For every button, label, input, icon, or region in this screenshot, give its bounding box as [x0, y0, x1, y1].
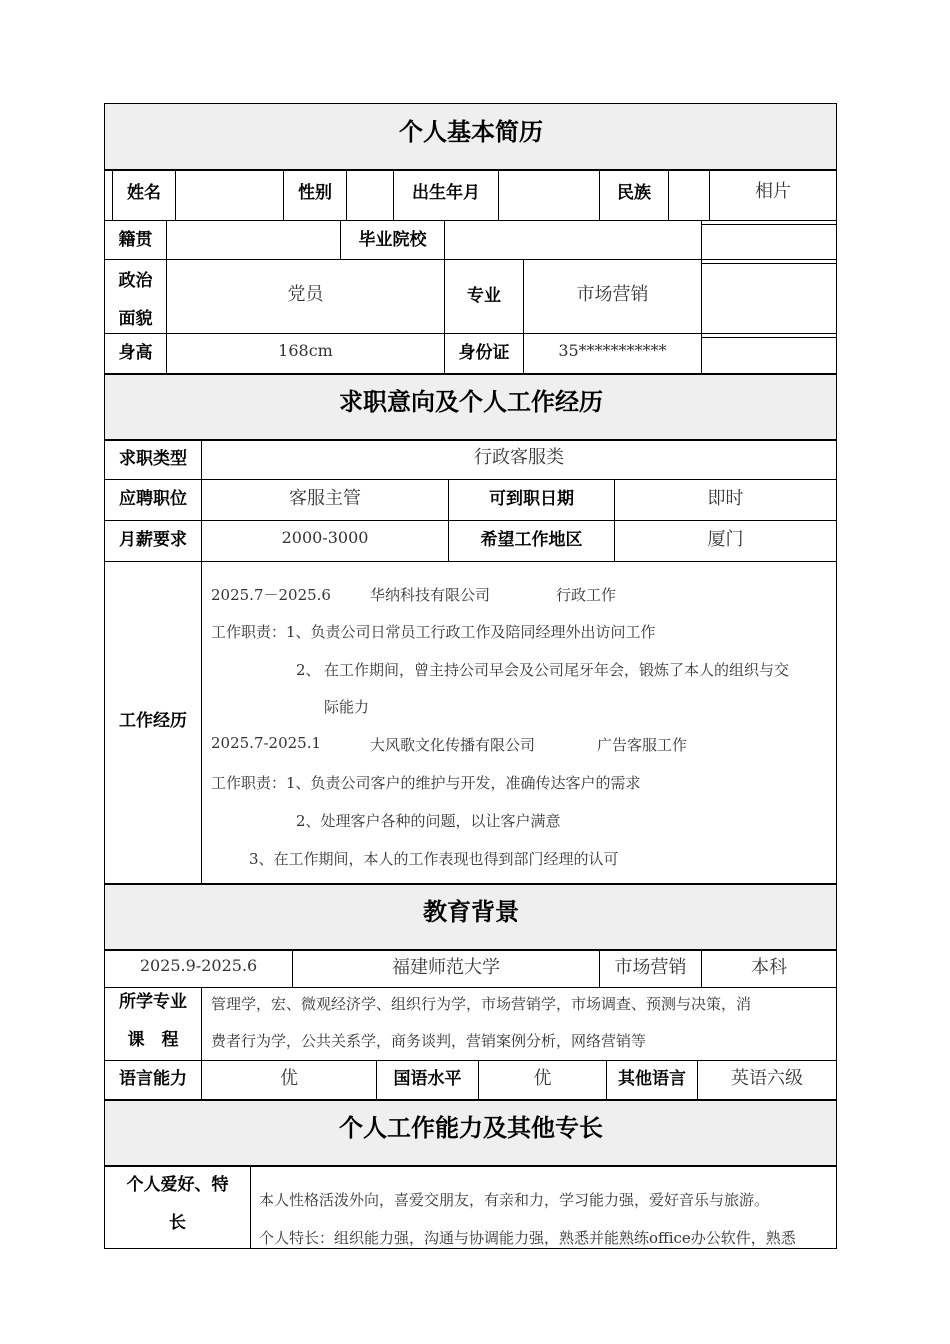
other-language-label: 其他语言	[618, 1069, 686, 1089]
political-label-line-1: 政治	[118, 271, 153, 291]
name-label: 姓名	[127, 182, 161, 203]
location-value: 厦门	[707, 528, 744, 550]
gender-label: 性别	[298, 182, 332, 203]
political-label	[105, 262, 166, 338]
hobby-line-1: 本人性格活泼外向，喜爱交朋友，有亲和力，学习能力强，爱好音乐与旅游。	[259, 1191, 770, 1209]
position-label: 应聘职位	[119, 489, 187, 509]
experience-label: 工作经历	[119, 710, 187, 731]
id-label: 身份证	[458, 343, 510, 363]
major-label: 专业	[467, 285, 501, 306]
intent-section-title: 求职意向及个人工作经历	[339, 388, 603, 416]
major-value: 市场营销	[576, 284, 649, 305]
native-label: 籍贯	[118, 230, 153, 250]
courses-line-2: 费者行为学，公共关系学，商务谈判，营销案例分析，网络营销等	[211, 1032, 647, 1050]
hobby-label-line-1: 个人爱好、特	[126, 1175, 229, 1195]
hobby-label-line-2: 长	[169, 1213, 186, 1233]
job1-duty-2-num: 2、	[296, 661, 321, 679]
school-label: 毕业院校	[358, 230, 427, 250]
courses-label-line-2: 课 程	[127, 1030, 179, 1050]
mandarin-value: 优	[533, 1067, 552, 1089]
language-label: 语言能力	[119, 1069, 187, 1089]
job2-company: 大风歌文化传播有限公司	[370, 736, 536, 754]
political-label-line-2: 面貌	[118, 309, 153, 329]
job1-role: 行政工作	[556, 586, 617, 604]
id-value: 35***********	[558, 341, 667, 360]
hobby-line-2: 个人特长：组织能力强，沟通与协调能力强，熟悉并能熟练office办公软件，熟悉	[259, 1229, 796, 1247]
job1-duty-2: 在工作期间，曾主持公司早会及公司尾牙年会，锻炼了本人的组织与交	[324, 661, 790, 679]
edu-school: 福建师范大学	[392, 956, 500, 978]
ethnic-label: 民族	[617, 182, 651, 203]
height-label: 身高	[118, 343, 153, 363]
basic-section-title: 个人基本简历	[399, 118, 543, 146]
language-value: 优	[280, 1067, 298, 1089]
job1-duty-1: 工作职责：1、负责公司日常员工行政工作及陪同经理外出访问工作	[211, 623, 656, 641]
height-value: 168cm	[278, 341, 333, 360]
other-language-value: 英语六级	[731, 1067, 803, 1089]
edu-major: 市场营销	[614, 956, 687, 978]
job1-company: 华纳科技有限公司	[370, 586, 491, 604]
job1-duty-2-cont: 际能力	[324, 698, 370, 716]
salary-label: 月薪要求	[119, 530, 187, 550]
edu-period: 2025.9-2025.6	[139, 956, 258, 975]
courses-label	[105, 983, 201, 1059]
hobby-label	[105, 1166, 250, 1242]
salary-value: 2000-3000	[281, 528, 369, 547]
location-label: 希望工作地区	[480, 530, 583, 550]
start-date-label: 可到职日期	[489, 489, 574, 509]
photo-label: 相片	[755, 181, 791, 202]
job2-duty-3: 3、在工作期间，本人的工作表现也得到部门经理的认可	[249, 850, 619, 868]
courses-line-1: 管理学，宏、微观经济学、组织行为学，市场营销学，市场调查、预测与决策，消	[211, 995, 752, 1013]
position-value: 客服主管	[289, 487, 361, 509]
job2-duty-2: 2、处理客户各种的问题，以让客户满意	[296, 812, 561, 830]
birth-label: 出生年月	[412, 182, 480, 203]
job2-role: 广告客服工作	[597, 736, 688, 754]
political-value: 党员	[287, 284, 324, 305]
job-type-label: 求职类型	[119, 448, 187, 469]
courses-label-line-1: 所学专业	[119, 992, 187, 1012]
mandarin-label: 国语水平	[393, 1069, 462, 1089]
job2-period: 2025.7-2025.1	[211, 734, 322, 752]
skills-section-title: 个人工作能力及其他专长	[339, 1114, 603, 1142]
job1-period: 2025.7－2025.6	[211, 586, 331, 604]
education-section-title: 教育背景	[423, 898, 519, 926]
job-type-value: 行政客服类	[474, 447, 564, 468]
name-value	[176, 170, 283, 220]
start-date-value: 即时	[707, 487, 744, 509]
edu-degree: 本科	[751, 956, 787, 978]
job2-duty-1: 工作职责：1、负责公司客户的维护与开发，准确传达客户的需求	[211, 774, 641, 792]
